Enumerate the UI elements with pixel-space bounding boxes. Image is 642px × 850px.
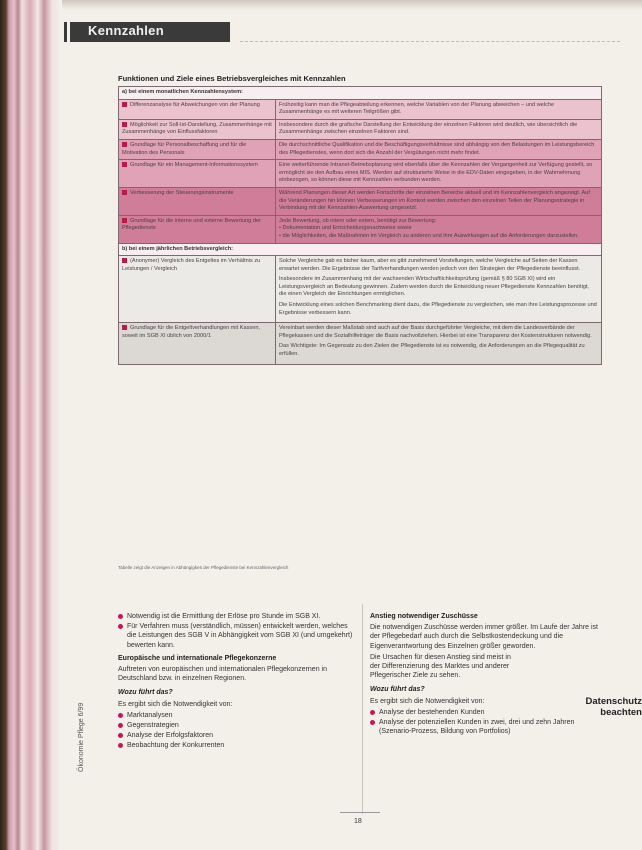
table-row: Grundlage für Personalbeschaffung und für die Motivation des Personals Die durchschnittliche Qualifikation und die Beschäftigungsverhältnisse sind abhängig von den Belastungen im Leistungsbereich des Pflegedienstes, wenn dort sich die Anzahl der Vergütungen nicht mehr findet. bbox=[119, 139, 602, 159]
list-item: Beobachtung der Konkurrenten bbox=[118, 741, 354, 750]
section-b-heading: b) bei einem jährlichen Betriebsvergleich: bbox=[119, 243, 602, 256]
square-bullet-icon bbox=[122, 142, 127, 147]
table-row: (Anonymer) Vergleich des Entgeltes im Verhältnis zu Leistungen / Vergleich Solche Vergleiche gab es bisher kaum, aber es gibt zunehmend Vorstellungen, welche Vergleiche auf Seiten der Kassen erwartet werden. Die Ergebnisse der Tarifverhandlungen werden jedoch von den Strategien der Pflegedienste beeinflusst. Insbesondere im Zusammenhang mit der wachsenden Wirtschaftlichkeitsprüfung (gemäß § 80 SGB XI) wird ein Leistungsvergleich an Bedeutung gewinnen. Zudem werden durch die Entwicklung neuer Pflegedienste Kennzahlen benötigt, die einen Vergleich der Einrichtungen ermöglichen. Die Entwicklung eines solchen Benchmarking dient dazu, die Pflegedienste zu vergleichen, wie man ihre Leistungsprozesse und Ergebnisse verbessern kann. bbox=[119, 256, 602, 323]
list-item: Für Verfahren muss (verständlich, müssen) entwickelt werden, welches die Leistungen des SGB V in Abhängigkeit vom SGB XI (und umgekehrt) bewerten kann. bbox=[118, 622, 354, 650]
table-row: Grundlage für die interne und externe Bewertung der Pflegedienste Jede Bewertung, ob intern oder extern, benötigt zur Bewertung: • Dokumentation und Entscheidungsnachweise sowie • die Möglichkeiten, die Maßnahmen im Vergleich zu anderen und ihre Auswirkungen auf die Anforderungen darzustellen. bbox=[119, 215, 602, 243]
table-row: Möglichkeit zur Soll-Ist-Darstellung, Zusammenhänge mit Zusammenhänge von Einflussfaktoren Insbesondere durch die grafische Darstellung der Entwicklung der einzelnen Faktoren wird deutlich, wie übersichtlich die Zusammenhänge zwischen einzelnen Faktoren sind. bbox=[119, 119, 602, 139]
list-item: Marktanalysen bbox=[118, 711, 354, 720]
list-item: Notwendig ist die Ermittlung der Erlöse pro Stunde im SGB XI. bbox=[118, 612, 354, 621]
subheading: Wozu führt das? bbox=[118, 689, 173, 697]
square-bullet-icon bbox=[122, 190, 127, 195]
list-item: Analyse der potenziellen Kunden in zwei, drei und zehn Jahren (Szenario-Prozess, Bildung von Portfolios) bbox=[370, 718, 602, 736]
page-number: 18 bbox=[354, 818, 362, 825]
table-row: Grundlage für ein Management-Informationssystem Eine weiterführende Intranet-Betriebsplanung wird ebenfalls über die Kennzahlen der Vergangenheit zur Verfügung gestellt, so ermöglicht sie den Aufbau eines MIS. Werden auf strukturierte Weise in die EDV-Daten eingegeben, in der Wahrnehmung einbezogen, so können diese mit Kennzahlen verbunden werden. bbox=[119, 160, 602, 188]
book-edge bbox=[0, 0, 62, 850]
list-item: Analyse der Erfolgsfaktoren bbox=[118, 731, 354, 740]
square-bullet-icon bbox=[122, 102, 127, 107]
table-footnote: Tabelle zeigt die Anzeigen in Abhängigkeit der Pflegedienste bei Kennzahlenvergleich bbox=[118, 565, 289, 570]
square-bullet-icon bbox=[122, 122, 127, 127]
table-row: Differenzanalyse für Abweichungen von der Planung Frühzeitig kann man die Pflegeabteilung erkennen, welche Variablen von der Planung abweichen – und welche Zusammenhänge es mit weiteren Teilgrößen gibt. bbox=[119, 99, 602, 119]
square-bullet-icon bbox=[122, 325, 127, 330]
square-bullet-icon bbox=[122, 258, 127, 263]
table-row: Grundlage für die Entgeltverhandlungen mit Kassen, soweit im SGB XI üblich von 2000/1 Vereinbart werden dieser Maßstab sind auch auf der Basis durchgeführter Vergleiche, mit dem die Landesverbände der Pflegekassen und die Sozialhilfeträger die Basis nachvollziehen. Hierbei ist eine Transparenz der Kostenstrukturen notwendig. Das Wichtigste: Im Gegensatz zu den Zielen der Pflegedienste ist es notwendig, die Anforderungen an die Pflegequalität zu erfüllen. bbox=[119, 323, 602, 364]
side-label: Datenschutz beachten bbox=[585, 696, 642, 718]
left-column: Notwendig ist die Ermittlung der Erlöse pro Stunde im SGB XI. Für Verfahren muss (verständlich, müssen) entwickelt werden, welches die Leistungen des SGB V in Abhängigkeit vom SGB XI (und umgekehrt) bewerten kann. Europäische und internationale Pflegekonzerne Auftreten von europäischen und internationalen Pflegekonzernen in Deutschland bzw. in einzelnen Regionen. Wozu führt das? Es ergibt sich die Notwendigkeit von: Marktanalysen Gegenstrategien Analyse der Erfolgsfaktoren Beobachtung der Konkurrenten bbox=[118, 613, 353, 750]
list-item: Analyse der bestehenden Kunden bbox=[370, 708, 602, 717]
vertical-journal-label: Ökonomie Pflege 6/99 bbox=[78, 702, 85, 772]
subheading: Wozu führt das? bbox=[370, 686, 425, 694]
header-title: Kennzahlen bbox=[88, 23, 164, 38]
subheading: Europäische und internationale Pflegekonzerne bbox=[118, 654, 277, 662]
section-a-heading: a) bei einem monatlichen Kennzahlensystem: bbox=[119, 87, 602, 100]
list-item: Gegenstrategien bbox=[118, 721, 354, 730]
right-column: Anstieg notwendiger Zuschüsse Die notwendigen Zuschüsse werden immer größer. Im Laufe der Jahre ist der Pflegebedarf auch durch die Selbstkostendeckung und die Eigenverantwortung des Einzelnen größer geworden. Die Ursachen für diesen Anstieg sind meist in der Differenzierung des Marktes und anderer Pflegerischer Ziele zu sehen. Wozu führt das? Es ergibt sich die Notwendigkeit von: Analyse der bestehenden Kunden Analyse der potenziellen Kunden in zwei, drei und zehn Jahren (Szenario-Prozess, Bildung von Portfolios) bbox=[370, 612, 602, 737]
subheading: Anstieg notwendiger Zuschüsse bbox=[370, 613, 478, 620]
square-bullet-icon bbox=[122, 162, 127, 167]
square-bullet-icon bbox=[122, 218, 127, 223]
table-row: Verbesserung der Steuerungsinstrumente Während Planungen dieser Art werden Fortschritte der einzelnen Bereiche aktuell und im Kennzahlenvergleich angezeigt. Auf die Veränderungen hin können Verbesserungen im Kontext werden zwischen den einzelnen Teilen der Planungsstrategie in Verbindung mit der Kennzahlen-Auswertung umgesetzt. bbox=[119, 187, 602, 215]
kennzahlen-table bbox=[118, 86, 602, 365]
section-title: Funktionen und Ziele eines Betriebsvergleiches mit Kennzahlen bbox=[118, 74, 346, 83]
